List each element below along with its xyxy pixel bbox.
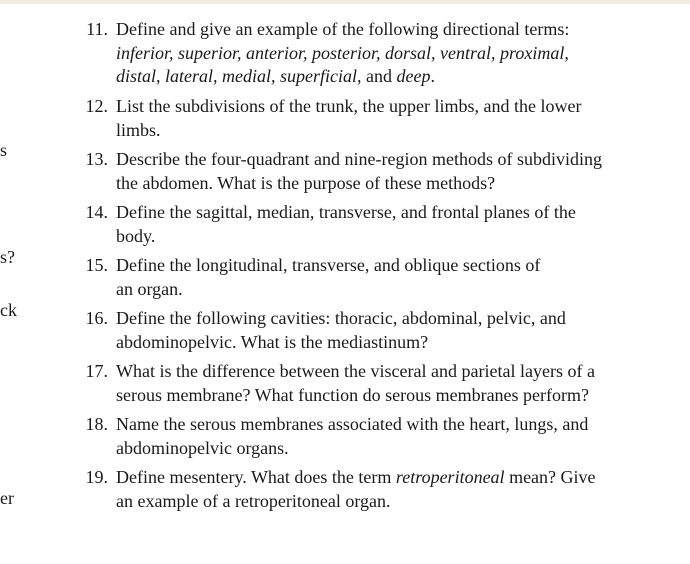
question-number: 15.	[85, 255, 108, 275]
question-19	[72, 466, 677, 513]
question-text	[116, 307, 677, 354]
text-run: mean? Give	[509, 467, 596, 487]
margin-fragment: er	[0, 488, 14, 508]
question-line: serous membrane? What function do serous membranes perform?	[116, 384, 590, 405]
question-number: 13.	[85, 149, 108, 169]
question-text	[116, 148, 677, 195]
margin-fragment: ck	[0, 300, 17, 320]
question-text	[116, 95, 677, 142]
margin-fragment: s	[0, 140, 8, 160]
question-line: Describe the four-quadrant and nine-region methods of subdividing	[116, 149, 603, 169]
question-line: inferior, superior, anterior, posterior, dorsal, ventral, proximal,	[116, 42, 569, 63]
question-line: limbs.	[116, 119, 161, 140]
question-line: an example of a retroperitoneal organ.	[116, 490, 391, 511]
question-number: 11.	[86, 19, 108, 39]
italic-term: deep	[396, 66, 431, 86]
question-line: Define the sagittal, median, transverse, and frontal planes of the	[116, 202, 576, 222]
question-number: 12.	[85, 96, 108, 116]
italic-term: retroperitoneal	[395, 467, 505, 487]
question-line: body.	[116, 225, 156, 246]
question-text	[116, 360, 677, 407]
question-number: 17.	[85, 361, 108, 381]
question-15	[72, 254, 677, 301]
question-text	[116, 413, 677, 460]
question-text	[116, 18, 677, 89]
question-text	[116, 466, 677, 513]
question-13	[72, 148, 677, 195]
question-line: Define and give an example of the following directional terms:	[116, 19, 570, 39]
question-12	[72, 95, 677, 142]
question-18	[72, 413, 677, 460]
question-line: the abdomen. What is the purpose of these methods?	[116, 172, 496, 193]
question-16	[72, 307, 677, 354]
question-number: 14.	[85, 202, 108, 222]
question-line	[116, 466, 677, 490]
top-band	[0, 0, 690, 4]
question-line: abdominopelvic organs.	[116, 437, 289, 458]
question-number: 16.	[85, 308, 108, 328]
question-text	[116, 201, 677, 248]
question-line: Define the longitudinal, transverse, and oblique sections of	[116, 255, 541, 275]
italic-terms: distal, lateral, medial, superficial,	[116, 66, 362, 86]
text-run: Define mesentery. What does the term	[116, 467, 392, 487]
margin-fragment: s?	[0, 247, 15, 267]
question-line: an organ.	[116, 278, 183, 299]
question-line: distal, lateral, medial, superficial, and deep.	[116, 66, 435, 86]
question-17	[72, 360, 677, 407]
question-line: What is the difference between the visceral and parietal layers of a	[116, 361, 595, 381]
question-line: Name the serous membranes associated with the heart, lungs, and	[116, 414, 589, 434]
question-text	[116, 254, 677, 301]
question-14	[72, 201, 677, 248]
question-number: 19.	[85, 467, 108, 487]
question-line: abdominopelvic. What is the mediastinum?	[116, 331, 429, 352]
question-line: Define the following cavities: thoracic, abdominal, pelvic, and	[116, 308, 566, 328]
question-line: List the subdivisions of the trunk, the upper limbs, and the lower	[116, 96, 582, 116]
conjunction: and	[366, 66, 392, 86]
question-11	[72, 18, 677, 89]
question-number: 18.	[85, 414, 108, 434]
